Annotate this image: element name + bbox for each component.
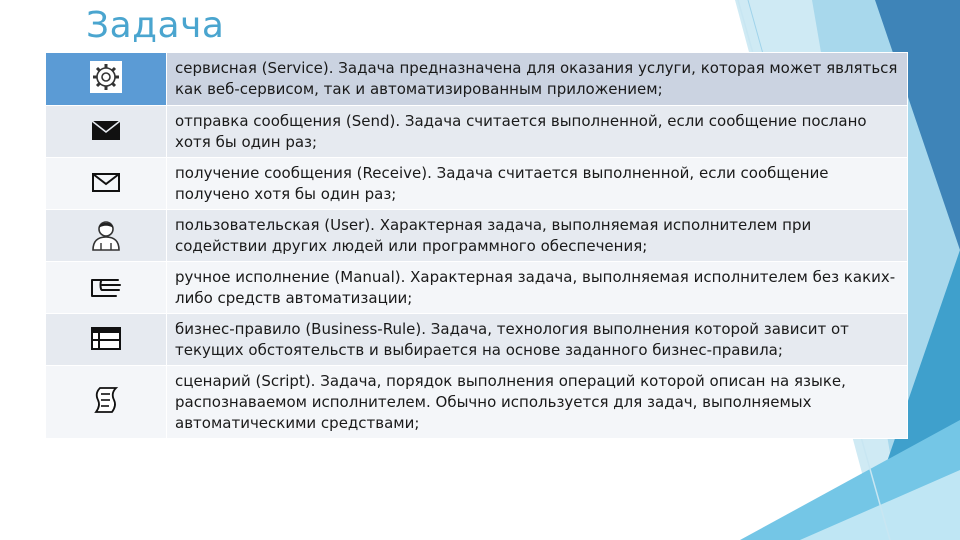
- table-row: [46, 366, 908, 439]
- icon-cell: [46, 106, 167, 158]
- table-row: [46, 158, 908, 210]
- icon-cell: [46, 158, 167, 210]
- user-icon: [88, 216, 124, 252]
- table-row: [46, 210, 908, 262]
- task-types-table: [45, 52, 908, 439]
- slide-title: Задача: [86, 5, 225, 46]
- icon-cell: [46, 262, 167, 314]
- table-row: [46, 314, 908, 366]
- service-description: сервисная (Service). Задача предназначена для оказания услуги, которая может являться как веб-сервисом, так и автоматизированным приложением;: [167, 53, 908, 106]
- send-envelope-filled-icon: [88, 112, 124, 148]
- table-row: [46, 53, 908, 106]
- table-row: [46, 106, 908, 158]
- script-description: сценарий (Script). Задача, порядок выполнения операций которой описан на языке, распознаваемом исполнителем. Обычно используется для задач, выполняемых автоматическими средствами;: [167, 366, 908, 439]
- service-gears-icon: [88, 59, 124, 95]
- table-row: [46, 262, 908, 314]
- manual-hand-icon: [88, 268, 124, 304]
- icon-cell: [46, 366, 167, 439]
- user-description: пользовательская (User). Характерная задача, выполняемая исполнителем при содействии других людей или программного обеспечения;: [167, 210, 908, 262]
- business-rule-description: бизнес-правило (Business-Rule). Задача, технология выполнения которой зависит от текущих обстоятельств и выбирается на основе заданного бизнес-правила;: [167, 314, 908, 366]
- icon-cell: [46, 53, 167, 106]
- manual-description: ручное исполнение (Manual). Характерная задача, выполняемая исполнителем без каких-либо средств автоматизации;: [167, 262, 908, 314]
- send-description: отправка сообщения (Send). Задача считается выполненной, если сообщение послано хотя бы один раз;: [167, 106, 908, 158]
- icon-cell: [46, 314, 167, 366]
- icon-cell: [46, 210, 167, 262]
- script-scroll-icon: [88, 382, 124, 418]
- business-rule-table-icon: [88, 320, 124, 356]
- receive-envelope-outline-icon: [88, 164, 124, 200]
- receive-description: получение сообщения (Receive). Задача считается выполненной, если сообщение получено хотя бы один раз;: [167, 158, 908, 210]
